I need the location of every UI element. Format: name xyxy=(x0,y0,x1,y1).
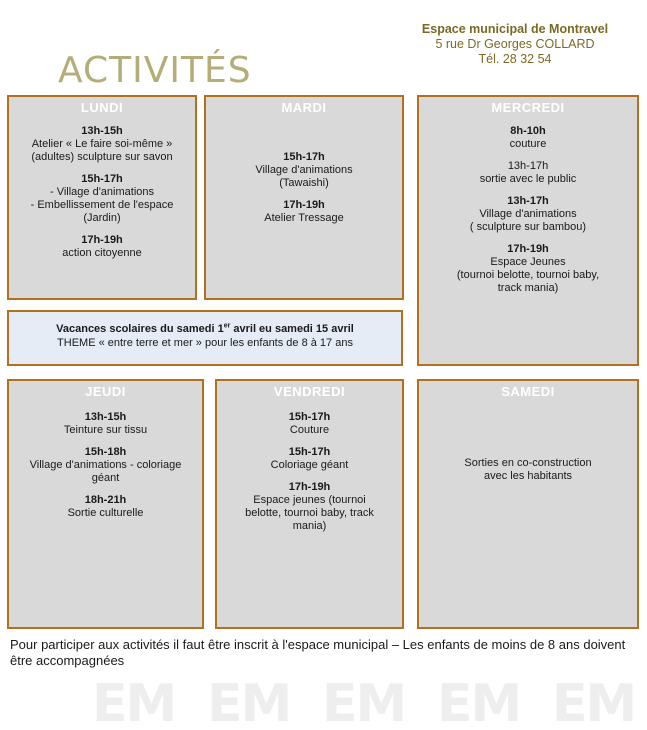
venue-address: 5 rue Dr Georges COLLARD xyxy=(435,37,595,51)
day-label-mercredi: MERCREDI xyxy=(491,100,565,115)
slot-time: 17h-19h xyxy=(507,243,549,255)
watermark-em: EM xyxy=(322,678,406,730)
watermark-em: EM xyxy=(552,678,636,730)
watermark xyxy=(0,678,647,730)
slot-description: Teinture sur tissu xyxy=(63,424,148,436)
venue-info xyxy=(420,22,610,67)
slot-time: 15h-18h xyxy=(84,446,127,458)
vacances-title-post: avril eu samedi 15 avril xyxy=(230,323,354,335)
slot-time: 17h-19h xyxy=(283,199,325,211)
slot-description: Sortie culturelle xyxy=(67,507,144,519)
activity-slot xyxy=(419,125,637,151)
venue-phone: Tél. 28 32 54 xyxy=(478,52,552,66)
vacances-title-sup: er xyxy=(223,322,231,330)
day-slots-lundi xyxy=(9,119,195,260)
vacances-title xyxy=(9,322,401,336)
slot-description: action citoyenne xyxy=(62,247,142,259)
activity-slot xyxy=(9,125,195,164)
activity-slot xyxy=(9,234,195,260)
slot-description: Espace jeunes (tournoi belotte, tournoi baby, track mania) xyxy=(245,494,374,532)
venue-name: Espace municipal de Montravel xyxy=(421,22,609,36)
watermark-em: EM xyxy=(437,678,521,730)
day-box-vendredi xyxy=(215,379,404,629)
activity-slot xyxy=(206,151,402,190)
day-box-lundi xyxy=(7,95,197,300)
slot-time: 15h-17h xyxy=(288,446,331,458)
slot-time: 13h-17h xyxy=(507,195,549,207)
slot-time: 15h-17h xyxy=(288,411,331,423)
activity-slot xyxy=(9,411,202,437)
watermark-em: EM xyxy=(207,678,291,730)
slot-description: Village d'animations - coloriage géant xyxy=(29,459,182,484)
day-box-mercredi xyxy=(417,95,639,366)
vacances-notice xyxy=(7,310,403,366)
activity-slot xyxy=(217,446,402,472)
day-box-jeudi xyxy=(7,379,204,629)
activity-slot xyxy=(419,457,637,483)
slot-description: Atelier « Le faire soi-même » (adultes) sculpture sur savon xyxy=(31,138,173,163)
slot-description: Village d'animations (Tawaishi) xyxy=(255,164,353,189)
slot-time: 17h-19h xyxy=(81,234,123,246)
day-slots-samedi xyxy=(419,403,637,483)
slot-description: Sorties en co-construction avec les habitants xyxy=(464,457,592,482)
slot-description: Village d'animations ( sculpture sur bambou) xyxy=(469,208,587,233)
day-slots-mercredi xyxy=(419,119,637,295)
slot-description: couture xyxy=(509,138,547,150)
day-label-samedi: SAMEDI xyxy=(501,384,555,399)
activity-slot xyxy=(206,199,402,225)
day-box-mardi xyxy=(204,95,404,300)
activity-slot xyxy=(9,494,202,520)
slot-description: Couture xyxy=(289,424,330,436)
slot-time: 18h-21h xyxy=(84,494,127,506)
activity-slot xyxy=(419,195,637,234)
activity-slot xyxy=(9,173,195,225)
slot-description: Atelier Tressage xyxy=(264,212,344,224)
footer-note: Pour participer aux activités il faut être inscrit à l'espace municipal – Les enfants de moins de 8 ans doivent être accompagnées xyxy=(10,637,626,668)
day-label-jeudi: JEUDI xyxy=(85,384,126,399)
day-box-samedi xyxy=(417,379,639,629)
activity-slot xyxy=(217,481,402,533)
activity-slot xyxy=(419,160,637,186)
slot-description: 13h-17h sortie avec le public xyxy=(479,160,577,185)
slot-time: 13h-15h xyxy=(84,411,127,423)
slot-description: - Village d'animations - Embellissement de l'espace (Jardin) xyxy=(30,186,174,224)
day-slots-vendredi xyxy=(217,403,402,533)
day-label-lundi: LUNDI xyxy=(80,100,124,115)
activity-slot xyxy=(217,411,402,437)
day-label-vendredi: VENDREDI xyxy=(273,384,346,399)
watermark-em: EM xyxy=(92,678,176,730)
activity-slot xyxy=(9,446,202,485)
day-label-mardi: MARDI xyxy=(281,100,327,115)
day-slots-jeudi xyxy=(9,403,202,520)
slot-description: Espace Jeunes (tournoi belotte, tournoi baby, track mania) xyxy=(456,256,600,294)
vacances-title-pre: Vacances scolaires du samedi 1 xyxy=(56,323,224,335)
slot-time: 13h-15h xyxy=(81,125,123,137)
slot-time: 15h-17h xyxy=(283,151,325,163)
slot-time: 15h-17h xyxy=(81,173,123,185)
page-title: ACTIVITÉS xyxy=(58,50,252,91)
slot-time: 17h-19h xyxy=(288,481,331,493)
vacances-theme: THEME « entre terre et mer » pour les enfants de 8 à 17 ans xyxy=(57,337,353,349)
slot-time: 8h-10h xyxy=(510,125,546,137)
day-slots-mardi xyxy=(206,119,402,225)
slot-description: Coloriage géant xyxy=(270,459,349,471)
activity-slot xyxy=(419,243,637,295)
